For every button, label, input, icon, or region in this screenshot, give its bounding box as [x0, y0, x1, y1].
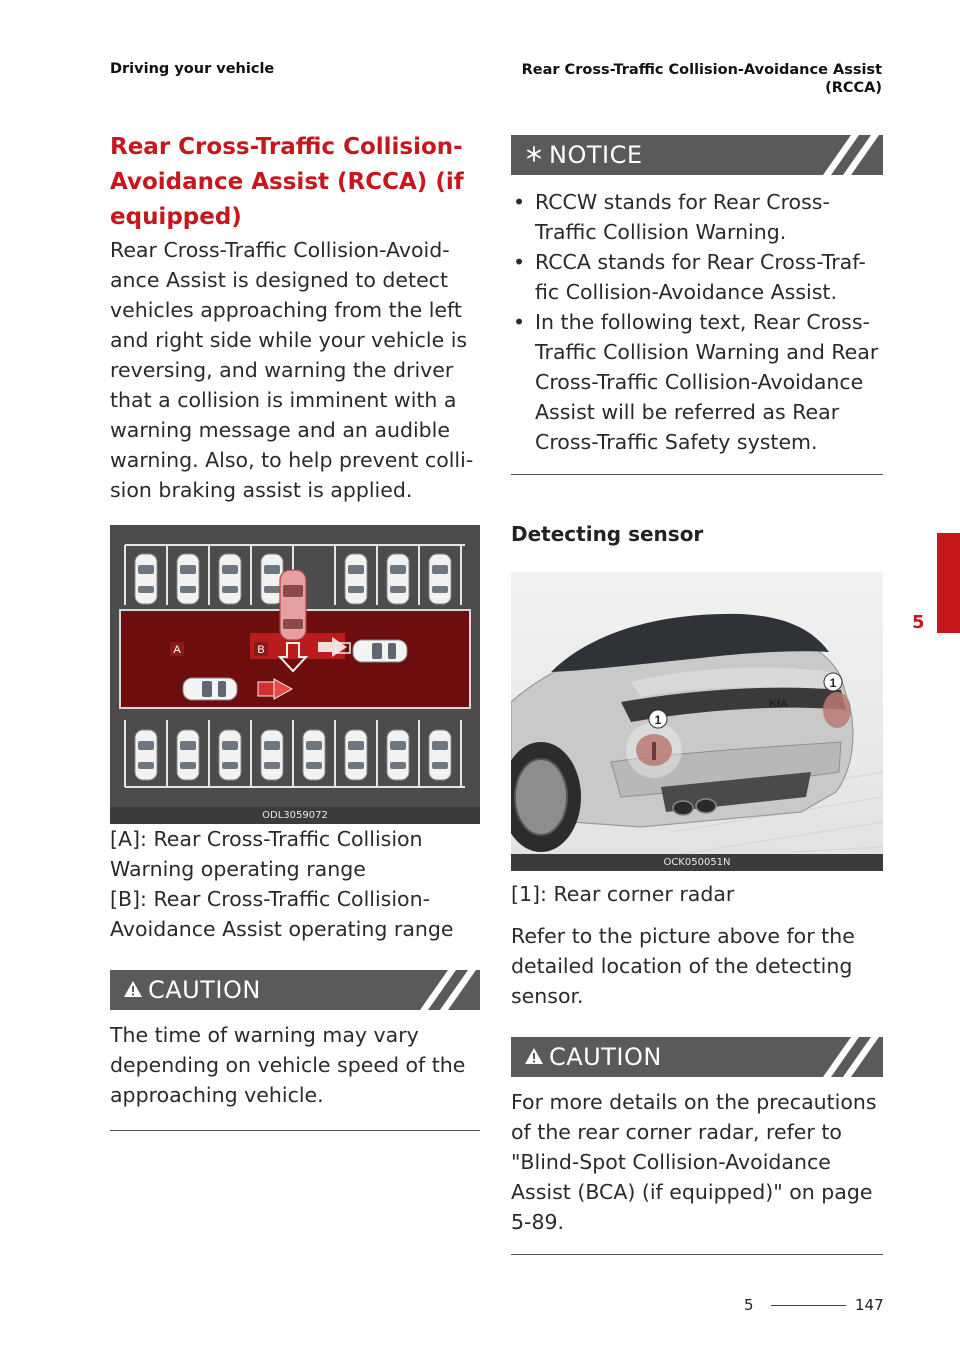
- warning-triangle-icon: [524, 1046, 544, 1066]
- caution-label: CAUTION: [549, 1043, 662, 1071]
- notice-list: [511, 187, 883, 457]
- sensor-heading: Detecting sensor: [511, 522, 704, 546]
- caption-a: [110, 824, 480, 884]
- running-header-section: [522, 61, 882, 97]
- caution-text: [511, 1087, 883, 1237]
- caution-line: 5-89.: [511, 1210, 565, 1234]
- notice-line: Cross-Traffic Safety system.: [535, 430, 818, 454]
- intro-line: warning message and an audible: [110, 418, 450, 442]
- intro-line: Rear Cross-Traffic Collision-Avoid-: [110, 238, 450, 262]
- running-header-section-line1: Rear Cross-Traffic Collision-Avoidance Assist: [521, 62, 882, 78]
- marker-1-left: 1: [654, 713, 662, 727]
- caution-line: For more details on the precautions: [511, 1090, 877, 1114]
- chapter-tab: [937, 533, 960, 633]
- intro-line: sion braking assist is applied.: [110, 478, 413, 502]
- divider: [110, 1130, 480, 1131]
- banner-stripes: [793, 1037, 883, 1077]
- caption-a-line1: [A]: Rear Cross-Traffic Collision: [110, 827, 423, 851]
- right-column: [511, 135, 883, 1255]
- kia-badge-icon: KIA: [769, 698, 788, 710]
- notice-line: In the following text, Rear Cross-: [535, 310, 870, 334]
- notice-label: NOTICE: [549, 141, 643, 169]
- caution-banner: [110, 970, 480, 1010]
- rear-radar-svg: [511, 572, 883, 871]
- notice-banner: [511, 135, 883, 175]
- caution-label: CAUTION: [148, 976, 261, 1004]
- figure-code: ODL3059072: [110, 807, 480, 824]
- banner-stripes: [793, 135, 883, 175]
- intro-line: reversing, and warning the driver: [110, 358, 454, 382]
- refer-paragraph: [511, 921, 883, 1011]
- running-header-section-line2: (RCCA): [825, 80, 882, 96]
- refer-line: Refer to the picture above for the: [511, 924, 855, 948]
- notice-line: Traffic Collision Warning.: [535, 220, 787, 244]
- notice-line: RCCA stands for Rear Cross-Traf-: [535, 250, 866, 274]
- refer-line: detailed location of the detecting: [511, 954, 853, 978]
- bullet: •: [513, 310, 526, 334]
- caption-b-line2: Avoidance Assist operating range: [110, 917, 454, 941]
- caption-a-line2: Warning operating range: [110, 857, 366, 881]
- intro-paragraph: [110, 235, 480, 505]
- caution-line: of the rear corner radar, refer to: [511, 1120, 842, 1144]
- running-header-chapter: Driving your vehicle: [110, 61, 275, 77]
- caution-line: depending on vehicle speed of the: [110, 1053, 466, 1077]
- asterisk-icon: [524, 144, 544, 164]
- intro-line: warning. Also, to help prevent colli-: [110, 448, 474, 472]
- caption-b: [110, 884, 480, 944]
- caution-line: "Blind-Spot Collision-Avoidance: [511, 1150, 831, 1174]
- intro-line: that a collision is imminent with a: [110, 388, 457, 412]
- footer-rule: [771, 1305, 846, 1306]
- section-title-line2: Avoidance Assist (RCCA) (if: [110, 169, 464, 195]
- chapter-tab-number: 5: [912, 612, 925, 633]
- notice-line: fic Collision-Avoidance Assist.: [535, 280, 837, 304]
- left-column: [110, 130, 480, 1131]
- caution-line: approaching vehicle.: [110, 1083, 324, 1107]
- caution-text: [110, 1020, 480, 1110]
- figure-label-b: B: [257, 644, 265, 656]
- footer-page-number: 147: [855, 1296, 884, 1314]
- section-title-line3: equipped): [110, 204, 242, 230]
- intro-line: ance Assist is designed to detect: [110, 268, 448, 292]
- bullet: •: [513, 190, 526, 214]
- list-item: [511, 307, 883, 457]
- caption-b-line1: [B]: Rear Cross-Traffic Collision-: [110, 887, 430, 911]
- parking-lot-svg: [110, 525, 480, 824]
- warning-triangle-icon: [123, 979, 143, 999]
- bullet: •: [513, 250, 526, 274]
- banner-stripes: [390, 970, 480, 1010]
- list-item: [511, 187, 883, 247]
- footer-chapter: 5: [744, 1296, 754, 1314]
- caution-line: Assist (BCA) (if equipped)" on page: [511, 1180, 873, 1204]
- notice-line: RCCW stands for Rear Cross-: [535, 190, 830, 214]
- refer-line: sensor.: [511, 984, 584, 1008]
- list-item: [511, 247, 883, 307]
- figure-code: OCK050051N: [511, 854, 883, 871]
- intro-line: vehicles approaching from the left: [110, 298, 462, 322]
- divider: [511, 474, 883, 475]
- section-title-line1: Rear Cross-Traffic Collision-: [110, 134, 463, 160]
- figure-label-a: A: [173, 644, 181, 656]
- notice-line: Cross-Traffic Collision-Avoidance: [535, 370, 864, 394]
- divider: [511, 1254, 883, 1255]
- rear-radar-illustration: [511, 572, 883, 871]
- section-title: [110, 130, 480, 235]
- parking-lot-illustration: [110, 525, 480, 824]
- caution-banner: [511, 1037, 883, 1077]
- marker-1-right: 1: [829, 676, 837, 690]
- notice-line: Traffic Collision Warning and Rear: [535, 340, 879, 364]
- caption-1: [1]: Rear corner radar: [511, 882, 735, 906]
- caution-line: The time of warning may vary: [110, 1023, 419, 1047]
- intro-line: and right side while your vehicle is: [110, 328, 468, 352]
- notice-line: Assist will be referred as Rear: [535, 400, 840, 424]
